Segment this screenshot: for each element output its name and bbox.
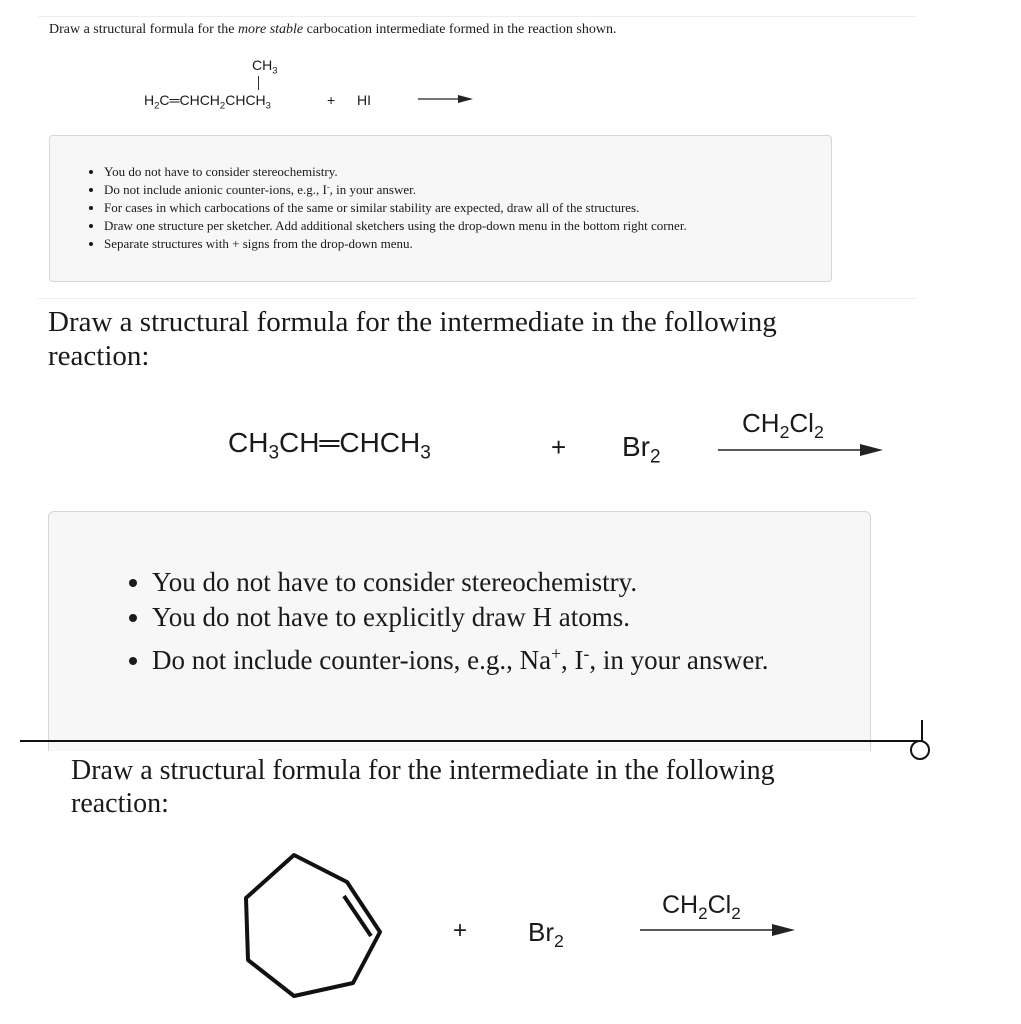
- cycloheptene-structure: [236, 850, 390, 1002]
- q1-methyl-branch: $CH_3$: [252, 57, 278, 77]
- q1-reagent: HI: [357, 92, 371, 108]
- q2-reactant: $CH_3CH═CHCH_3$: [228, 427, 431, 464]
- list-item: • Separate structures with + signs from the drop-down menu.: [104, 235, 831, 253]
- list-item: • Do not include anionic counter-ions, e.g., I-, in your answer.: [104, 181, 831, 199]
- q1-prompt-emphasis: more stable: [237, 22, 304, 37]
- list-item: • Do not include counter-ions, e.g., Na+, I-, in your answer.: [152, 643, 870, 678]
- q1-instructions-list: [50, 136, 831, 253]
- list-item: • Draw one structure per sketcher. Add additional sketchers using the drop-down menu in the bottom right corner.: [104, 217, 831, 235]
- q3-prompt: Draw a structural formula for the intermediate in the following reaction:: [71, 755, 775, 819]
- top-divider: [38, 16, 916, 17]
- q3-reagent: $Br_2$: [528, 917, 564, 952]
- list-item: • You do not have to explicitly draw H atoms.: [152, 600, 870, 635]
- q1-branch-bond: [258, 76, 259, 90]
- q2-plus: +: [551, 432, 567, 462]
- q2-instructions-list: [49, 512, 870, 678]
- crop-handle-icon[interactable]: [910, 740, 930, 760]
- list-item: • For cases in which carbocations of the same or similar stability are expected, draw all of the structures.: [104, 199, 831, 217]
- list-item: • You do not have to consider stereochemistry.: [104, 163, 831, 181]
- q2-divider: [38, 298, 916, 299]
- cycloheptene-double-bond: [344, 896, 371, 936]
- crop-handle-stem: [921, 720, 923, 742]
- crop-line[interactable]: [20, 740, 918, 742]
- q2-solvent: $CH_2Cl_2$: [742, 408, 824, 443]
- cycloheptene-ring: [246, 855, 380, 996]
- q3-solvent: $CH_2Cl_2$: [662, 891, 741, 923]
- q1-plus: +: [327, 92, 336, 108]
- q2-double-bond: ═: [319, 427, 340, 458]
- q1-double-bond: ═: [169, 92, 180, 108]
- list-item: • You do not have to consider stereochemistry.: [152, 565, 870, 600]
- q1-arrow-icon: [418, 92, 474, 106]
- q1-instructions-box: [49, 135, 832, 282]
- q2-arrow-icon: [718, 442, 884, 458]
- q2-instructions-box: [48, 511, 871, 751]
- q2-reagent: $Br_2$: [622, 431, 661, 468]
- q3-arrow-icon: [640, 922, 796, 938]
- q1-reactant: $H_2C═CHCH_2CHCH_3$: [144, 92, 271, 112]
- q3-plus: +: [453, 917, 468, 944]
- q2-prompt: Draw a structural formula for the intermediate in the following reaction:: [48, 306, 777, 372]
- q1-prompt: Draw a structural formula for the more stable carbocation intermediate formed in the reaction shown.: [49, 22, 617, 37]
